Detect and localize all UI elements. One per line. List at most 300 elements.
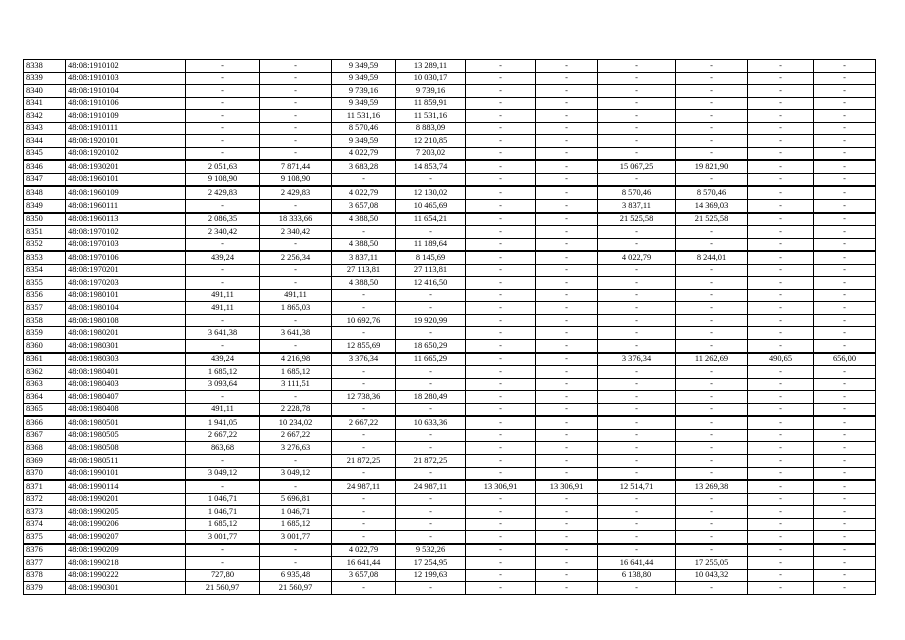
row-number-cell: 8372 bbox=[24, 493, 66, 506]
value-cell: - bbox=[814, 135, 876, 148]
value-cell: - bbox=[814, 251, 876, 264]
value-cell: - bbox=[536, 366, 598, 379]
value-cell: - bbox=[186, 277, 260, 290]
value-cell: - bbox=[814, 314, 876, 327]
value-cell: - bbox=[466, 60, 536, 73]
value-cell: 491,11 bbox=[186, 289, 260, 302]
value-cell: - bbox=[332, 429, 396, 442]
value-cell: - bbox=[260, 264, 332, 277]
value-cell: - bbox=[260, 340, 332, 353]
value-cell: - bbox=[466, 110, 536, 123]
value-cell: 439,24 bbox=[186, 353, 260, 366]
value-cell: - bbox=[676, 97, 748, 110]
value-cell: - bbox=[396, 442, 466, 455]
value-cell: 12 514,71 bbox=[598, 480, 676, 493]
value-cell: - bbox=[332, 518, 396, 531]
value-cell: - bbox=[536, 160, 598, 173]
value-cell: 3 641,38 bbox=[186, 327, 260, 340]
value-cell: - bbox=[814, 264, 876, 277]
value-cell: - bbox=[260, 454, 332, 467]
table-row bbox=[24, 289, 876, 302]
value-cell: 7 871,44 bbox=[260, 160, 332, 173]
value-cell: - bbox=[814, 97, 876, 110]
value-cell: - bbox=[598, 302, 676, 315]
value-cell: - bbox=[748, 403, 814, 416]
value-cell: - bbox=[536, 557, 598, 570]
value-cell: - bbox=[536, 416, 598, 429]
cadastral-number-cell: 48:08:1960113 bbox=[66, 213, 186, 226]
value-cell: 12 738,36 bbox=[332, 391, 396, 404]
row-number-cell: 8370 bbox=[24, 467, 66, 480]
value-cell: - bbox=[186, 480, 260, 493]
value-cell: - bbox=[748, 160, 814, 173]
value-cell: 1 685,12 bbox=[260, 518, 332, 531]
value-cell: 1 046,71 bbox=[186, 506, 260, 519]
table-row bbox=[24, 264, 876, 277]
value-cell: 4 022,79 bbox=[332, 186, 396, 199]
cadastral-number-cell: 48:08:1980407 bbox=[66, 391, 186, 404]
value-cell: - bbox=[260, 238, 332, 251]
cadastral-number-cell: 48:08:1960109 bbox=[66, 186, 186, 199]
value-cell: 9 739,16 bbox=[332, 85, 396, 98]
value-cell: 11 531,16 bbox=[396, 110, 466, 123]
value-cell: - bbox=[814, 391, 876, 404]
value-cell: - bbox=[466, 544, 536, 557]
value-cell: - bbox=[466, 314, 536, 327]
value-cell: - bbox=[186, 72, 260, 85]
table-row bbox=[24, 251, 876, 264]
value-cell: 3 049,12 bbox=[260, 467, 332, 480]
value-cell: - bbox=[598, 72, 676, 85]
value-cell: - bbox=[676, 403, 748, 416]
value-cell: - bbox=[466, 531, 536, 544]
value-cell: 1 685,12 bbox=[260, 366, 332, 379]
value-cell: - bbox=[536, 200, 598, 213]
value-cell: - bbox=[814, 289, 876, 302]
value-cell: - bbox=[598, 366, 676, 379]
value-cell: - bbox=[748, 493, 814, 506]
value-cell: 11 654,21 bbox=[396, 213, 466, 226]
value-cell: - bbox=[466, 226, 536, 239]
value-cell: - bbox=[536, 531, 598, 544]
row-number-cell: 8379 bbox=[24, 582, 66, 595]
value-cell: - bbox=[332, 467, 396, 480]
value-cell: - bbox=[186, 454, 260, 467]
cadastral-value-table bbox=[23, 59, 876, 595]
table-row bbox=[24, 480, 876, 493]
value-cell: - bbox=[598, 314, 676, 327]
row-number-cell: 8348 bbox=[24, 186, 66, 199]
value-cell: - bbox=[466, 353, 536, 366]
value-cell: 14 369,03 bbox=[676, 200, 748, 213]
cadastral-number-cell: 48:08:1970102 bbox=[66, 226, 186, 239]
value-cell: 2 429,83 bbox=[186, 186, 260, 199]
table-row bbox=[24, 226, 876, 239]
row-number-cell: 8369 bbox=[24, 454, 66, 467]
value-cell: 9 532,26 bbox=[396, 544, 466, 557]
value-cell: 18 280,49 bbox=[396, 391, 466, 404]
table-row bbox=[24, 85, 876, 98]
value-cell: - bbox=[598, 226, 676, 239]
value-cell: - bbox=[536, 238, 598, 251]
row-number-cell: 8355 bbox=[24, 277, 66, 290]
table-row bbox=[24, 97, 876, 110]
value-cell: 1 941,05 bbox=[186, 416, 260, 429]
value-cell: - bbox=[598, 173, 676, 186]
value-cell: 2 228,78 bbox=[260, 403, 332, 416]
value-cell: - bbox=[186, 264, 260, 277]
value-cell: - bbox=[260, 72, 332, 85]
value-cell: - bbox=[748, 378, 814, 391]
value-cell: 3 093,64 bbox=[186, 378, 260, 391]
value-cell: - bbox=[186, 544, 260, 557]
cadastral-number-cell: 48:08:1980508 bbox=[66, 442, 186, 455]
table-row bbox=[24, 454, 876, 467]
value-cell: - bbox=[598, 454, 676, 467]
value-cell: - bbox=[332, 531, 396, 544]
value-cell: - bbox=[396, 531, 466, 544]
value-cell: - bbox=[260, 135, 332, 148]
value-cell: - bbox=[466, 72, 536, 85]
cadastral-number-cell: 48:08:1980101 bbox=[66, 289, 186, 302]
value-cell: - bbox=[598, 97, 676, 110]
value-cell: - bbox=[814, 226, 876, 239]
value-cell: - bbox=[676, 429, 748, 442]
value-cell: - bbox=[536, 569, 598, 582]
value-cell: 19 920,99 bbox=[396, 314, 466, 327]
value-cell: 8 145,69 bbox=[396, 251, 466, 264]
value-cell: - bbox=[260, 200, 332, 213]
value-cell: - bbox=[186, 314, 260, 327]
value-cell: - bbox=[396, 493, 466, 506]
value-cell: - bbox=[676, 122, 748, 135]
value-cell: - bbox=[396, 518, 466, 531]
value-cell: 27 113,81 bbox=[396, 264, 466, 277]
value-cell: - bbox=[536, 467, 598, 480]
value-cell: - bbox=[748, 186, 814, 199]
table-row bbox=[24, 160, 876, 173]
value-cell: - bbox=[260, 60, 332, 73]
value-cell: - bbox=[536, 251, 598, 264]
value-cell: 491,11 bbox=[260, 289, 332, 302]
table-row bbox=[24, 314, 876, 327]
value-cell: - bbox=[598, 110, 676, 123]
cadastral-number-cell: 48:08:1980104 bbox=[66, 302, 186, 315]
value-cell: - bbox=[676, 135, 748, 148]
value-cell: - bbox=[186, 238, 260, 251]
value-cell: - bbox=[466, 454, 536, 467]
value-cell: - bbox=[748, 416, 814, 429]
value-cell: - bbox=[676, 110, 748, 123]
value-cell: 9 349,59 bbox=[332, 60, 396, 73]
value-cell: - bbox=[396, 366, 466, 379]
value-cell: - bbox=[676, 314, 748, 327]
cadastral-number-cell: 48:08:1990201 bbox=[66, 493, 186, 506]
row-number-cell: 8375 bbox=[24, 531, 66, 544]
value-cell: - bbox=[598, 518, 676, 531]
value-cell: - bbox=[748, 454, 814, 467]
value-cell: - bbox=[676, 277, 748, 290]
value-cell: - bbox=[748, 582, 814, 595]
value-cell: - bbox=[814, 327, 876, 340]
table-row bbox=[24, 429, 876, 442]
value-cell: - bbox=[748, 238, 814, 251]
row-number-cell: 8339 bbox=[24, 72, 66, 85]
cadastral-number-cell: 48:08:1990207 bbox=[66, 531, 186, 544]
cadastral-number-cell: 48:08:1980505 bbox=[66, 429, 186, 442]
value-cell: - bbox=[466, 122, 536, 135]
value-cell: - bbox=[536, 226, 598, 239]
value-cell: 13 306,91 bbox=[536, 480, 598, 493]
value-cell: - bbox=[676, 85, 748, 98]
value-cell: - bbox=[466, 135, 536, 148]
row-number-cell: 8349 bbox=[24, 200, 66, 213]
value-cell: - bbox=[676, 378, 748, 391]
cadastral-number-cell: 48:08:1980303 bbox=[66, 353, 186, 366]
cadastral-number-cell: 48:08:1980401 bbox=[66, 366, 186, 379]
value-cell: 3 111,51 bbox=[260, 378, 332, 391]
cadastral-number-cell: 48:08:1910103 bbox=[66, 72, 186, 85]
value-cell: 3 001,77 bbox=[186, 531, 260, 544]
value-cell: - bbox=[814, 85, 876, 98]
value-cell: 21 872,25 bbox=[396, 454, 466, 467]
value-cell: 727,80 bbox=[186, 569, 260, 582]
cadastral-number-cell: 48:08:1990209 bbox=[66, 544, 186, 557]
row-number-cell: 8340 bbox=[24, 85, 66, 98]
value-cell: 863,68 bbox=[186, 442, 260, 455]
value-cell: - bbox=[466, 506, 536, 519]
value-cell: - bbox=[598, 429, 676, 442]
table-row bbox=[24, 416, 876, 429]
value-cell: - bbox=[260, 147, 332, 160]
row-number-cell: 8360 bbox=[24, 340, 66, 353]
value-cell: - bbox=[466, 366, 536, 379]
value-cell: - bbox=[814, 147, 876, 160]
value-cell: - bbox=[598, 85, 676, 98]
table-row bbox=[24, 544, 876, 557]
value-cell: - bbox=[598, 467, 676, 480]
value-cell: 13 306,91 bbox=[466, 480, 536, 493]
cadastral-number-cell: 48:08:1960111 bbox=[66, 200, 186, 213]
value-cell: - bbox=[466, 173, 536, 186]
value-cell: - bbox=[466, 213, 536, 226]
value-cell: - bbox=[598, 340, 676, 353]
value-cell: - bbox=[536, 314, 598, 327]
value-cell: - bbox=[676, 147, 748, 160]
row-number-cell: 8367 bbox=[24, 429, 66, 442]
value-cell: - bbox=[814, 186, 876, 199]
value-cell: - bbox=[332, 506, 396, 519]
value-cell: 2 340,42 bbox=[260, 226, 332, 239]
value-cell: 9 108,90 bbox=[260, 173, 332, 186]
value-cell: - bbox=[598, 378, 676, 391]
value-cell: - bbox=[260, 110, 332, 123]
row-number-cell: 8371 bbox=[24, 480, 66, 493]
value-cell: - bbox=[676, 302, 748, 315]
value-cell: - bbox=[814, 60, 876, 73]
value-cell: - bbox=[332, 378, 396, 391]
value-cell: 11 859,91 bbox=[396, 97, 466, 110]
value-cell: - bbox=[814, 277, 876, 290]
row-number-cell: 8366 bbox=[24, 416, 66, 429]
value-cell: - bbox=[260, 122, 332, 135]
value-cell: - bbox=[536, 378, 598, 391]
value-cell: - bbox=[186, 340, 260, 353]
value-cell: 3 376,34 bbox=[332, 353, 396, 366]
value-cell: - bbox=[814, 110, 876, 123]
row-number-cell: 8347 bbox=[24, 173, 66, 186]
value-cell: 8 570,46 bbox=[598, 186, 676, 199]
value-cell: 13 289,11 bbox=[396, 60, 466, 73]
value-cell: - bbox=[466, 277, 536, 290]
value-cell: 21 872,25 bbox=[332, 454, 396, 467]
value-cell: - bbox=[676, 327, 748, 340]
cadastral-number-cell: 48:08:1920101 bbox=[66, 135, 186, 148]
value-cell: - bbox=[676, 467, 748, 480]
value-cell: - bbox=[466, 391, 536, 404]
value-cell: - bbox=[598, 327, 676, 340]
cadastral-number-cell: 48:08:1910102 bbox=[66, 60, 186, 73]
value-cell: - bbox=[332, 173, 396, 186]
value-cell: - bbox=[332, 403, 396, 416]
value-cell: - bbox=[598, 531, 676, 544]
value-cell: 491,11 bbox=[186, 302, 260, 315]
cadastral-number-cell: 48:08:1970201 bbox=[66, 264, 186, 277]
cadastral-number-cell: 48:08:1990301 bbox=[66, 582, 186, 595]
value-cell: 18 650,29 bbox=[396, 340, 466, 353]
value-cell: - bbox=[748, 60, 814, 73]
value-cell: - bbox=[598, 506, 676, 519]
value-cell: - bbox=[676, 518, 748, 531]
value-cell: 10 043,32 bbox=[676, 569, 748, 582]
value-cell: - bbox=[396, 582, 466, 595]
value-cell: 16 641,44 bbox=[332, 557, 396, 570]
value-cell: - bbox=[332, 582, 396, 595]
value-cell: 4 388,50 bbox=[332, 213, 396, 226]
value-cell: - bbox=[814, 582, 876, 595]
value-cell: 17 255,05 bbox=[676, 557, 748, 570]
value-cell: 1 685,12 bbox=[186, 518, 260, 531]
value-cell: 1 865,03 bbox=[260, 302, 332, 315]
value-cell: - bbox=[186, 391, 260, 404]
value-cell: - bbox=[466, 302, 536, 315]
cadastral-number-cell: 48:08:1980408 bbox=[66, 403, 186, 416]
value-cell: - bbox=[466, 200, 536, 213]
value-cell: - bbox=[814, 72, 876, 85]
value-cell: - bbox=[186, 557, 260, 570]
value-cell: 4 388,50 bbox=[332, 277, 396, 290]
value-cell: - bbox=[332, 327, 396, 340]
value-cell: - bbox=[466, 582, 536, 595]
row-number-cell: 8368 bbox=[24, 442, 66, 455]
value-cell: 2 256,34 bbox=[260, 251, 332, 264]
value-cell: - bbox=[536, 493, 598, 506]
value-cell: 3 376,34 bbox=[598, 353, 676, 366]
value-cell: - bbox=[814, 378, 876, 391]
value-cell: - bbox=[748, 72, 814, 85]
value-cell: 4 388,50 bbox=[332, 238, 396, 251]
table-row bbox=[24, 238, 876, 251]
row-number-cell: 8378 bbox=[24, 569, 66, 582]
value-cell: - bbox=[748, 467, 814, 480]
value-cell: 5 696,81 bbox=[260, 493, 332, 506]
value-cell: - bbox=[598, 289, 676, 302]
table-row bbox=[24, 353, 876, 366]
value-cell: - bbox=[748, 569, 814, 582]
table-row bbox=[24, 110, 876, 123]
value-cell: - bbox=[814, 518, 876, 531]
cadastral-number-cell: 48:08:1920102 bbox=[66, 147, 186, 160]
value-cell: 10 030,17 bbox=[396, 72, 466, 85]
value-cell: - bbox=[536, 302, 598, 315]
cadastral-number-cell: 48:08:1980511 bbox=[66, 454, 186, 467]
value-cell: 6 138,80 bbox=[598, 569, 676, 582]
cadastral-number-cell: 48:08:1910109 bbox=[66, 110, 186, 123]
value-cell: - bbox=[466, 518, 536, 531]
value-cell: 3 657,08 bbox=[332, 569, 396, 582]
value-cell: - bbox=[748, 200, 814, 213]
cadastral-number-cell: 48:08:1980108 bbox=[66, 314, 186, 327]
value-cell: 2 086,35 bbox=[186, 213, 260, 226]
value-cell: 3 657,08 bbox=[332, 200, 396, 213]
row-number-cell: 8365 bbox=[24, 403, 66, 416]
cadastral-number-cell: 48:08:1910106 bbox=[66, 97, 186, 110]
value-cell: - bbox=[676, 238, 748, 251]
table-row bbox=[24, 403, 876, 416]
value-cell: - bbox=[396, 378, 466, 391]
value-cell: - bbox=[598, 135, 676, 148]
value-cell: - bbox=[748, 135, 814, 148]
cadastral-number-cell: 48:08:1980501 bbox=[66, 416, 186, 429]
value-cell: - bbox=[748, 518, 814, 531]
cadastral-number-cell: 48:08:1990206 bbox=[66, 518, 186, 531]
table-row bbox=[24, 531, 876, 544]
value-cell: - bbox=[536, 391, 598, 404]
value-cell: - bbox=[466, 264, 536, 277]
value-cell: 2 051,63 bbox=[186, 160, 260, 173]
table-row bbox=[24, 493, 876, 506]
value-cell: - bbox=[748, 544, 814, 557]
value-cell: - bbox=[748, 289, 814, 302]
value-cell: 9 349,59 bbox=[332, 97, 396, 110]
value-cell: 656,00 bbox=[814, 353, 876, 366]
value-cell: - bbox=[748, 147, 814, 160]
value-cell: - bbox=[536, 289, 598, 302]
value-cell: - bbox=[748, 122, 814, 135]
value-cell: - bbox=[396, 226, 466, 239]
value-cell: - bbox=[814, 480, 876, 493]
value-cell: - bbox=[676, 289, 748, 302]
value-cell: - bbox=[676, 226, 748, 239]
value-cell: - bbox=[814, 416, 876, 429]
value-cell: - bbox=[260, 85, 332, 98]
table-row bbox=[24, 213, 876, 226]
value-cell: - bbox=[466, 416, 536, 429]
row-number-cell: 8354 bbox=[24, 264, 66, 277]
table-row bbox=[24, 340, 876, 353]
value-cell: - bbox=[748, 264, 814, 277]
row-number-cell: 8338 bbox=[24, 60, 66, 73]
value-cell: 21 525,58 bbox=[598, 213, 676, 226]
cadastral-number-cell: 48:08:1930201 bbox=[66, 160, 186, 173]
value-cell: - bbox=[676, 544, 748, 557]
value-cell: - bbox=[466, 442, 536, 455]
cadastral-number-cell: 48:08:1910104 bbox=[66, 85, 186, 98]
value-cell: 1 685,12 bbox=[186, 366, 260, 379]
value-cell: - bbox=[598, 122, 676, 135]
table-body bbox=[24, 60, 876, 595]
table-row bbox=[24, 582, 876, 595]
